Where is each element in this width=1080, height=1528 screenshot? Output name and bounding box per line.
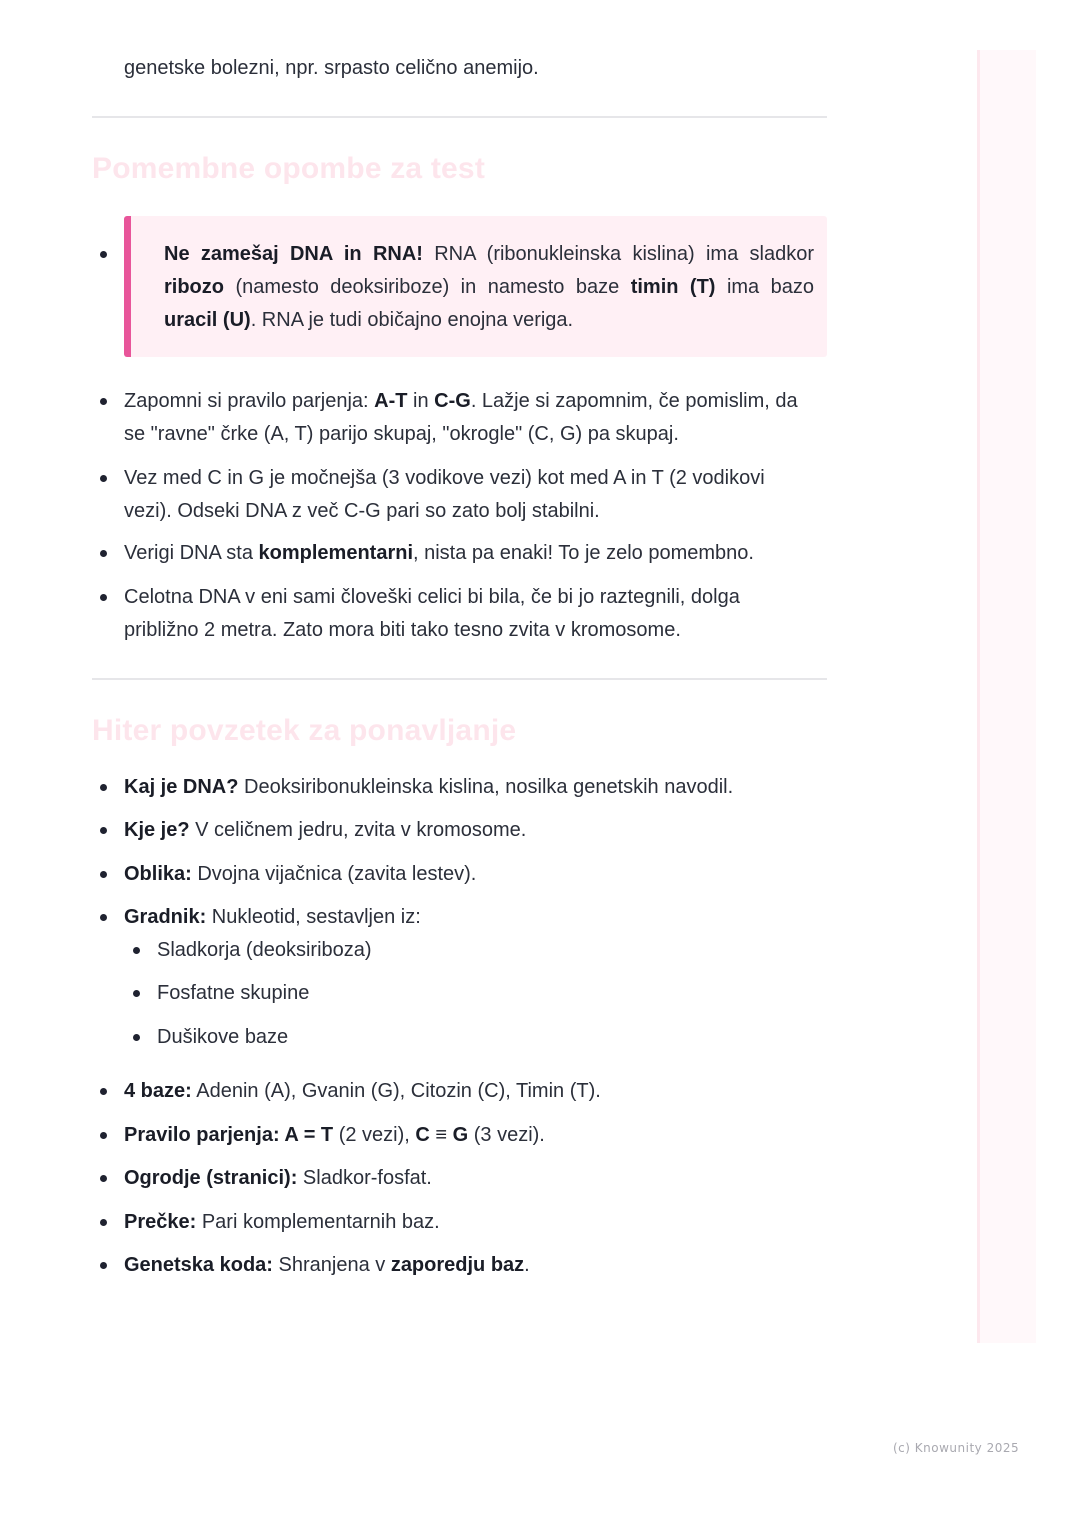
section-heading-test-notes: Pomembne opombe za test <box>92 152 486 185</box>
bullet <box>100 1175 107 1182</box>
list-item: Prečke: Pari komplementarnih baz. <box>124 1211 440 1233</box>
list-item: Pravilo parjenja: A = T (2 vezi), C ≡ G (3 vezi). <box>124 1124 545 1146</box>
bullet <box>100 594 107 601</box>
list-item: 4 baze: Adenin (A), Gvanin (G), Citozin (C), Timin (T). <box>124 1080 601 1102</box>
bullet <box>100 784 107 791</box>
sub-list-item: Fosfatne skupine <box>157 982 310 1004</box>
list-item: Vez med C in G je močnejša (3 vodikove vezi) kot med A in T (2 vodikovi vezi). Odseki DNA z več C-G pari so zato bolj stabilni. <box>124 467 765 522</box>
bullet <box>100 1219 107 1226</box>
list-item: Celotna DNA v eni sami človeški celici bi bila, če bi jo raztegnili, dolga približno 2 metra. Zato mora biti tako tesno zvita v kromosome. <box>124 586 740 641</box>
list-item: Genetska koda: Shranjena v zaporedju baz. <box>124 1254 530 1276</box>
list-item: Kje je? V celičnem jedru, zvita v kromosome. <box>124 819 527 841</box>
list-item: Verigi DNA sta komplementarni, nista pa enaki! To je zelo pomembno. <box>124 542 754 564</box>
bullet <box>100 1132 107 1139</box>
list-item: Ogrodje (stranici): Sladkor-fosfat. <box>124 1167 432 1189</box>
callout-box <box>124 216 827 357</box>
sub-bullet <box>133 1034 140 1041</box>
intro-tail-text: genetske bolezni, npr. srpasto celično anemijo. <box>124 57 539 79</box>
bullet <box>100 1088 107 1095</box>
sub-bullet <box>133 990 140 997</box>
callout-text: Ne zamešaj DNA in RNA! RNA (ribonukleinska kislina) ima sladkor ribozo (namesto deoksiriboze) in namesto baze timin (T) ima bazo uracil (U). RNA je tudi običajno enojna veriga. <box>164 243 814 331</box>
sub-bullet <box>133 947 140 954</box>
list-item: Oblika: Dvojna vijačnica (zavita lestev). <box>124 863 477 885</box>
list-item: Zapomni si pravilo parjenja: A-T in C-G. Lažje si zapomnim, če pomislim, da se "ravne" črke (A, T) parijo skupaj, "okrogle" (C, G) pa skupaj. <box>124 390 798 445</box>
bullet <box>100 914 107 921</box>
section-heading-summary: Hiter povzetek za ponavljanje <box>92 714 517 747</box>
bullet <box>100 550 107 557</box>
bullet <box>100 827 107 834</box>
sub-list-item: Dušikove baze <box>157 1026 289 1048</box>
copyright-footer: (c) Knowunity 2025 <box>893 1441 1020 1455</box>
divider <box>92 678 827 680</box>
bullet <box>100 871 107 878</box>
side-strip <box>977 50 1036 1343</box>
bullet <box>100 251 107 258</box>
list-item: Kaj je DNA? Deoksiribonukleinska kislina, nosilka genetskih navodil. <box>124 776 734 798</box>
sub-list-item: Sladkorja (deoksiriboza) <box>157 939 372 961</box>
list-item: Gradnik: Nukleotid, sestavljen iz: <box>124 906 421 928</box>
bullet <box>100 398 107 405</box>
bullet <box>100 475 107 482</box>
divider <box>92 116 827 118</box>
bullet <box>100 1262 107 1269</box>
